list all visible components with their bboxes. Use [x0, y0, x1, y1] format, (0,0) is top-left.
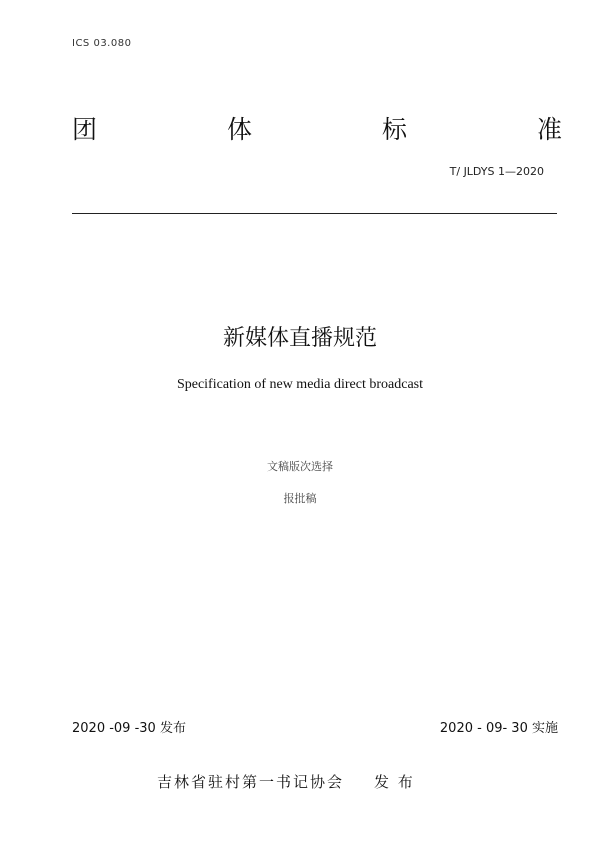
- standard-type-char: 准: [536, 115, 562, 144]
- standard-type-char: 团: [72, 115, 98, 144]
- standard-type-char: 标: [381, 115, 407, 144]
- issuer-organization: 吉林省驻村第一书记协会: [157, 773, 345, 791]
- issuer-line: [157, 771, 415, 792]
- ics-code: ICS 03.080: [72, 38, 132, 49]
- header-divider: [72, 213, 557, 214]
- draft-status: 报批稿: [283, 492, 317, 505]
- title-english: Specification of new media direct broadcast: [176, 377, 424, 392]
- implement-date: 2020 - 09- 30 实施: [439, 721, 558, 736]
- publish-date: 2020 -09 -30 发布: [72, 721, 186, 736]
- standard-type-heading: [72, 113, 562, 147]
- title-chinese: 新媒体直播规范: [222, 326, 377, 351]
- standard-type-char: 体: [226, 115, 252, 144]
- standard-code: T/ JLDYS 1—2020: [449, 165, 544, 178]
- draft-version-note: 文稿版次选择: [267, 460, 333, 473]
- issuer-issue-word: 发 布: [374, 773, 415, 791]
